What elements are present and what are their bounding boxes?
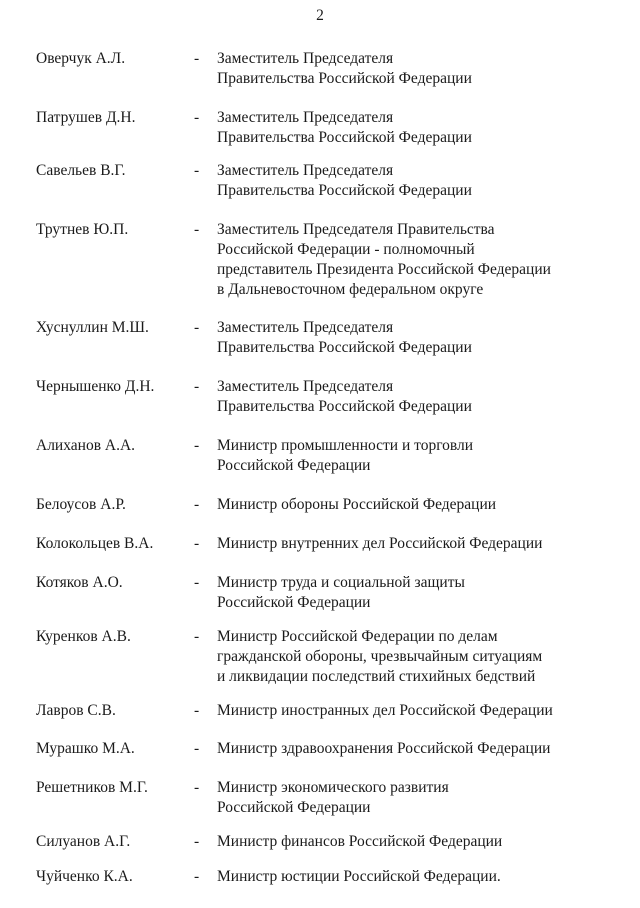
position-line: Министр обороны Российской Федерации	[217, 496, 497, 513]
member-dash: -	[194, 50, 200, 67]
member-name: Силуанов А.Г.	[36, 833, 131, 850]
position-line: Заместитель Председателя Правительства	[217, 221, 495, 238]
member-dash: -	[194, 162, 200, 179]
member-name: Мурашко М.А.	[36, 740, 135, 757]
member-dash: -	[194, 628, 200, 645]
member-position	[217, 867, 617, 887]
member-name: Патрушев Д.Н.	[36, 109, 136, 126]
position-line: представитель Президента Российской Федерации	[217, 261, 551, 278]
member-position	[217, 495, 617, 515]
member-name: Савельев В.Г.	[36, 162, 126, 179]
member-dash: -	[194, 702, 200, 719]
member-position	[217, 739, 617, 759]
member-position	[217, 108, 617, 148]
position-line: Правительства Российской Федерации	[217, 398, 472, 415]
position-line: Министр иностранных дел Российской Федерации	[217, 702, 553, 719]
member-name: Белоусов А.Р.	[36, 496, 126, 513]
member-name: Решетников М.Г.	[36, 779, 148, 796]
position-line: Министр внутренних дел Российской Федерации	[217, 535, 543, 552]
member-dash: -	[194, 574, 200, 591]
member-dash: -	[194, 496, 200, 513]
member-dash: -	[194, 378, 200, 395]
position-line: гражданской обороны, чрезвычайным ситуациям	[217, 648, 543, 665]
member-position	[217, 436, 617, 476]
position-line: Министр юстиции Российской Федерации.	[217, 868, 501, 885]
position-line: Заместитель Председателя	[217, 162, 394, 179]
member-dash: -	[194, 319, 200, 336]
member-name: Колокольцев В.А.	[36, 535, 154, 552]
position-line: Заместитель Председателя	[217, 50, 394, 67]
position-line: Правительства Российской Федерации	[217, 129, 472, 146]
position-line: Российской Федерации	[217, 799, 371, 816]
member-dash: -	[194, 221, 200, 238]
member-name: Трутнев Ю.П.	[36, 221, 129, 238]
member-name: Хуснуллин М.Ш.	[36, 319, 149, 336]
position-line: Министр здравоохранения Российской Федерации	[217, 740, 551, 757]
member-dash: -	[194, 779, 200, 796]
member-name: Лавров С.В.	[36, 702, 116, 719]
position-line: Министр Российской Федерации по делам	[217, 628, 498, 645]
position-line: Правительства Российской Федерации	[217, 70, 472, 87]
page-number: 2	[316, 7, 324, 24]
member-dash: -	[194, 437, 200, 454]
member-position	[217, 49, 617, 89]
member-dash: -	[194, 868, 200, 885]
position-line: Министр экономического развития	[217, 779, 449, 796]
member-position	[217, 701, 617, 721]
member-position	[217, 627, 617, 687]
member-position	[217, 318, 617, 358]
position-line: Министр труда и социальной защиты	[217, 574, 465, 591]
member-name: Оверчук А.Л.	[36, 50, 126, 67]
member-position	[217, 220, 617, 300]
position-line: в Дальневосточном федеральном округе	[217, 281, 484, 298]
member-position	[217, 573, 617, 613]
member-dash: -	[194, 740, 200, 757]
position-line: Министр финансов Российской Федерации	[217, 833, 503, 850]
position-line: Министр промышленности и торговли	[217, 437, 474, 454]
member-position	[217, 377, 617, 417]
member-position	[217, 161, 617, 201]
position-line: Российской Федерации - полномочный	[217, 241, 475, 258]
position-line: Российской Федерации	[217, 457, 371, 474]
member-position	[217, 778, 617, 818]
position-line: Заместитель Председателя	[217, 378, 394, 395]
position-line: Заместитель Председателя	[217, 109, 394, 126]
member-dash: -	[194, 535, 200, 552]
position-line: Правительства Российской Федерации	[217, 339, 472, 356]
member-dash: -	[194, 833, 200, 850]
member-name: Куренков А.В.	[36, 628, 131, 645]
position-line: и ликвидации последствий стихийных бедствий	[217, 668, 536, 685]
member-name: Чернышенко Д.Н.	[36, 378, 155, 395]
member-name: Котяков А.О.	[36, 574, 123, 591]
position-line: Правительства Российской Федерации	[217, 182, 472, 199]
member-name: Чуйченко К.А.	[36, 868, 133, 885]
member-dash: -	[194, 109, 200, 126]
position-line: Заместитель Председателя	[217, 319, 394, 336]
position-line: Российской Федерации	[217, 594, 371, 611]
member-name: Алиханов А.А.	[36, 437, 136, 454]
member-position	[217, 534, 617, 554]
member-position	[217, 832, 617, 852]
